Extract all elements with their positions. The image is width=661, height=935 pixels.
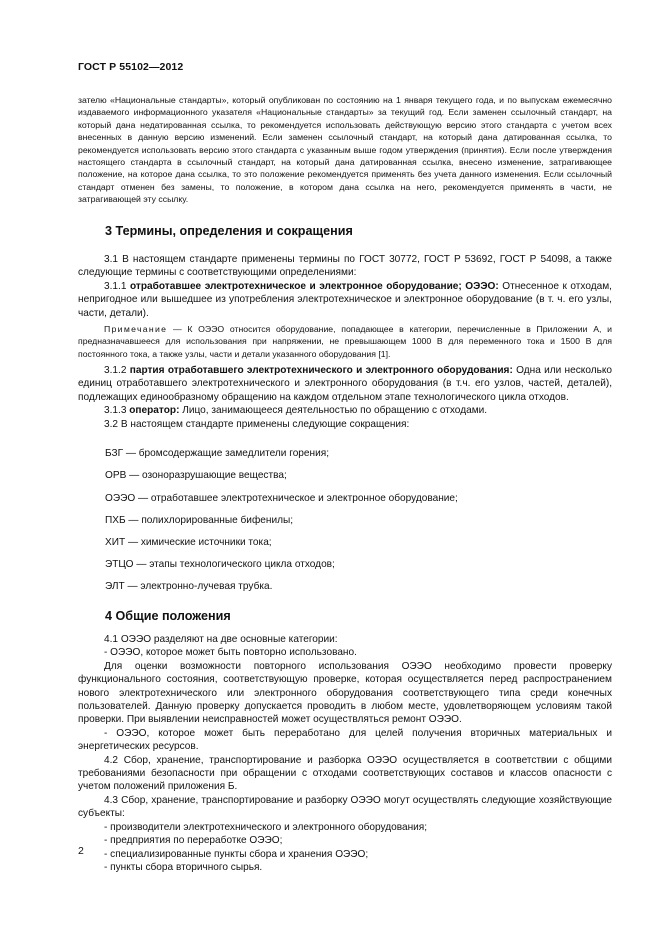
term-3-1-1 (78, 280, 612, 320)
intro-paragraph (78, 94, 612, 206)
section-3-title: 3 Термины, определения и сокращения (105, 224, 353, 238)
term-number: 3.1.2 (104, 365, 130, 376)
paragraph-4-1: 4.1 ОЭЭО разделяют на две основные категории: (104, 634, 338, 645)
paragraph-4-2: 4.2 Сбор, хранение, транспортирование и разборка ОЭЭО осуществляется в соответствии с общими требованиями безопасности при обращении с отходами соответствующих составов и классов опасности с учетом положений приложения Б. (78, 754, 612, 793)
abbr-item: ОРВ — озоноразрушающие вещества; (105, 470, 287, 481)
note-label: Примечание (104, 324, 168, 334)
paragraph-3-2: 3.2 В настоящем стандарте применены следующие сокращения: (104, 418, 410, 430)
note-text: — К ОЭЭО относится оборудование, попадающее в категории, перечисленные в Приложении А, и предназначавшееся для использования при напряжении, не превышающем 1000 В для переменного тока и 1500 В для постоянного тока, а также узлы, части и детали указанного оборудования [1]. (78, 324, 612, 359)
note-3-1-1 (78, 323, 612, 360)
abbr-item: ОЭЭО — отработавшее электротехническое и электронное оборудование; (105, 493, 458, 504)
paragraph-4-1-a: - ОЭЭО, которое может быть повторно использовано. (104, 647, 357, 659)
term-definition: Одна или несколько единиц отработавшего электротехнического и электронного оборудования (в т.ч. его узлов, частей, деталей), подлежащих единообразному обращению на каждом отдельном этапе технологического цикла отходов. (78, 365, 612, 403)
document-header: ГОСТ Р 55102—2012 (78, 61, 184, 73)
list-item: - пункты сбора вторичного сырья. (104, 861, 263, 873)
paragraph-4-1-c: - ОЭЭО, которое может быть переработано для целей получения вторичных материальных и энергетических ресурсов. (78, 727, 612, 753)
paragraph-3-1: 3.1 В настоящем стандарте применены термины по ГОСТ 30772, ГОСТ Р 53692, ГОСТ Р 54098, а также следующие термины с соответствующими определениями: (78, 254, 612, 279)
abbr-item: ЭЛТ — электронно-лучевая трубка. (105, 581, 273, 592)
term-3-1-2 (78, 364, 612, 404)
paragraph-4-1-b: Для оценки возможности повторного использования ОЭЭО необходимо провести проверку функционального состояния, соответствующую проверке, которая осуществляется перед распространением нового электротехнического или электронного оборудования соответствующего типа среди конечных пользователей. Данную проверку допускается проводить в любом месте, удовлетворяющем условиям такой проверки. При выявлении неисправностей может осуществляться ремонт ОЭЭО. (78, 660, 612, 726)
intro-text: зателю «Национальные стандарты», который опубликован по состоянию на 1 января текущего года, и по выпускам ежемесячно издаваемого информационного указателя «Национальные стандарты» за текущий год. Если заменен ссылочный стандарт, на который дана недатированная ссылка, то рекомендуется использовать действующую версию этого стандарта с учетом всех внесенных в данную версию изменений. Если заменен ссылочный стандарт, на который дана датированная ссылка, то рекомендуется использовать версию этого стандарта с указанным выше годом утверждения (принятия). Если после утверждения настоящего стандарта в ссылочный стандарт, на который дана датированная ссылка, внесено изменение, затрагивающее положение, на которое дана ссылка, то это положение рекомендуется применять без учета данного изменения. Если ссылочный стандарт отменен без замены, то положение, в котором дана ссылка на него, рекомендуется применять в части, не затрагивающей эту ссылку. (78, 95, 612, 205)
list-item: - специализированные пункты сбора и хранения ОЭЭО; (104, 848, 369, 860)
term-definition: Лицо, занимающееся деятельностью по обращению с отходами. (179, 405, 488, 417)
list-item: - предприятия по переработке ОЭЭО; (104, 835, 283, 847)
abbr-item: ЭТЦО — этапы технологического цикла отходов; (105, 559, 335, 570)
section-4-body (78, 633, 612, 874)
term-name: оператор: (129, 405, 180, 417)
list-item: - производители электротехнического и электронного оборудования; (104, 821, 428, 833)
terms-3-1-2-3 (78, 364, 612, 431)
section-4-title: 4 Общие положения (105, 609, 231, 623)
paragraph-4-3: 4.3 Сбор, хранение, транспортирование и разборку ОЭЭО могут осуществлять следующие хозяйствующие субъекты: (78, 794, 612, 820)
term-definition: Отнесенное к отходам, непригодное или вышедшее из употребления электротехническое и электронное оборудование (в т. ч. его узлы, части, детали). (78, 280, 612, 319)
note-block (78, 323, 612, 360)
abbr-item: ХИТ — химические источники тока; (105, 537, 272, 548)
term-name: отработавшее электротехническое и электронное оборудование; ОЭЭО: (129, 280, 499, 292)
term-3-1-3 (78, 404, 612, 417)
term-number: 3.1.1 (104, 280, 130, 292)
term-number: 3.1.3 (104, 405, 130, 417)
abbr-item: ПХБ — полихлорированные бифенилы; (105, 515, 294, 526)
page-number: 2 (78, 845, 84, 857)
abbr-item: БЗГ — бромсодержащие замедлители горения; (105, 448, 330, 459)
term-name: партия отработавшего электротехнического и электронного оборудования: (129, 365, 513, 376)
section-3-body (78, 253, 612, 320)
